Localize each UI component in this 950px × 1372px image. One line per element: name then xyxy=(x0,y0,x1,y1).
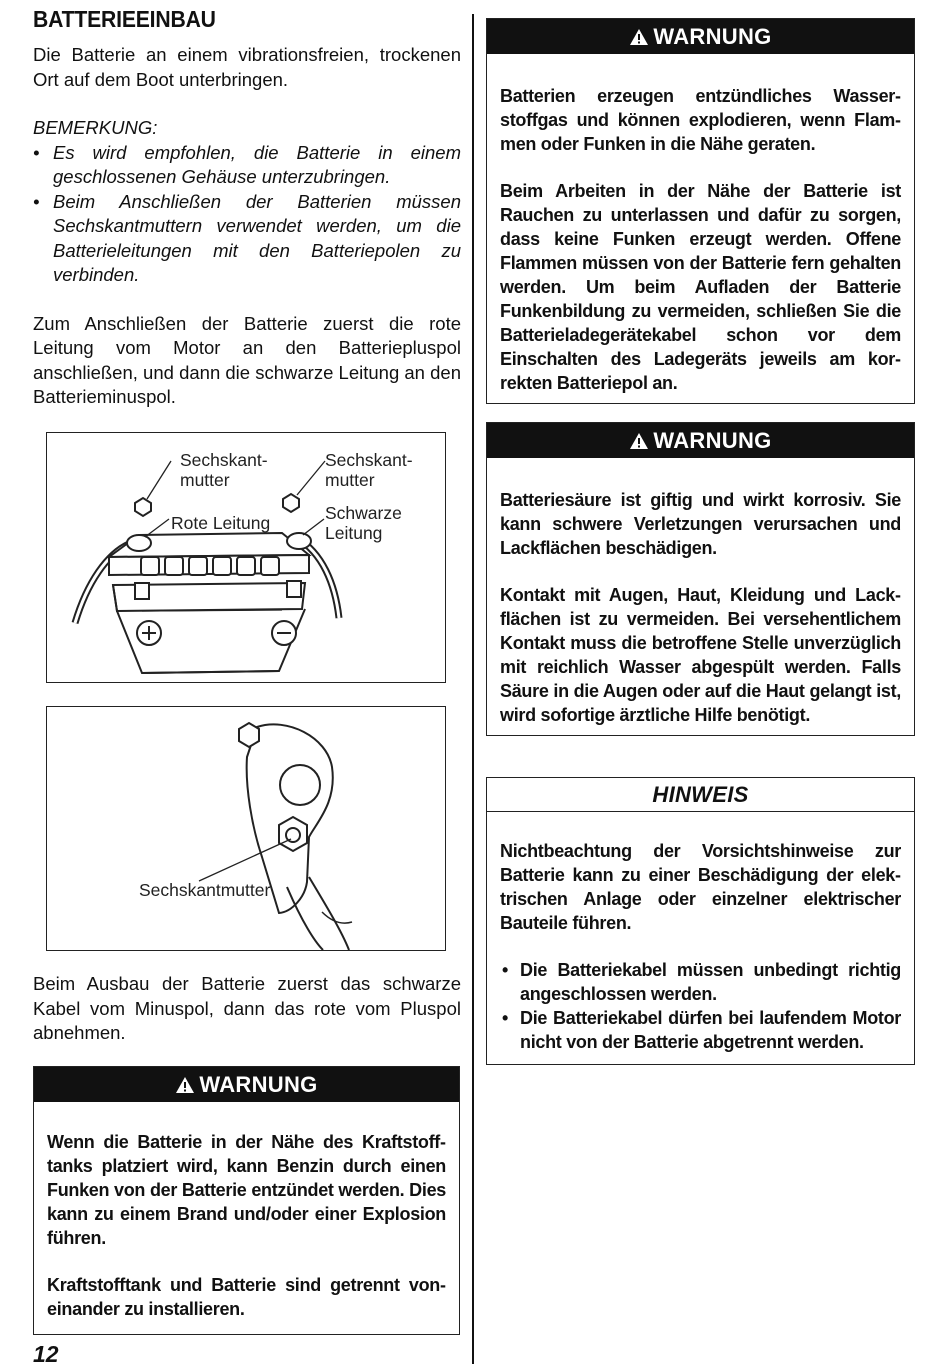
warning-triangle-icon xyxy=(175,1076,195,1094)
note-block xyxy=(33,116,461,288)
warning-body xyxy=(487,458,914,735)
warning-box-acid xyxy=(486,422,915,736)
page-number: 12 xyxy=(33,1341,59,1367)
warning-header: WARNUNG xyxy=(487,423,914,458)
removal-paragraph: Beim Ausbau der Batterie zuerst das schwarze Kabel vom Minuspol, dann das rote vom Pluspol abnehmen. xyxy=(33,973,461,1043)
connect-paragraph: Zum Anschließen der Batterie zuerst die rote Leitung vom Motor an den Batteriepluspol anschließen, und dann die schwarze Leitung an den Batterieminuspol. xyxy=(33,312,461,407)
warning-box-fuel xyxy=(33,1066,460,1335)
notice-list xyxy=(500,958,901,1054)
notice-paragraph: Nichtbeachtung der Vorsichtshinweise zur Batterie kann zu einer Beschädigung der elektrischen Anlage oder einzelner elektrischer Bauteile führen. xyxy=(500,841,901,933)
left-column xyxy=(33,6,461,1319)
notice-item: • Die Batteriekabel dürfen bei laufendem Motor nicht von der Batterie abgetrennt werden. xyxy=(502,1008,901,1052)
notice-box xyxy=(486,777,915,1065)
note-label: BEMERKUNG: xyxy=(33,117,158,138)
warning-body xyxy=(487,54,914,403)
note-list xyxy=(33,141,461,288)
column-divider xyxy=(472,14,474,1364)
label-nut-right: Sechskant- mutter xyxy=(325,450,413,490)
label-nut-left: Sechskant- mutter xyxy=(180,450,268,490)
terminal-illustration xyxy=(47,707,445,950)
warning-header: WARNUNG xyxy=(487,19,914,54)
warning-paragraph: Beim Arbeiten in der Nähe der Batterie ist Rauchen zu unterlassen und dafür zu sorgen, dass keine Funken erzeugt werden. Offene Flammen müssen von der Batterie fern gehalten werden. Um beim Aufladen der Batterie Funkenbildung zu vermeiden, schließen Sie die Batterieladegerätekabel schon vor dem Einschalten des Ladegeräts jeweils am korrekten Batteriepol an. xyxy=(500,181,901,393)
warning-header: WARNUNG xyxy=(34,1067,459,1102)
page-title: BATTERIEEINBAU xyxy=(33,6,216,32)
warning-triangle-icon xyxy=(629,28,649,46)
warning-body xyxy=(34,1102,459,1331)
right-column xyxy=(486,18,915,1052)
notice-header: HINWEIS xyxy=(487,778,914,812)
warning-triangle-icon xyxy=(629,432,649,450)
note-item: • Es wird empfohlen, die Batterie in einem geschlossenen Gehäuse unterzubringen. xyxy=(33,141,461,187)
warning-paragraph: Kraftstofftank und Batterie sind getrennt voneinander zu installieren. xyxy=(47,1275,446,1319)
terminal-figure xyxy=(46,706,446,951)
battery-figure xyxy=(46,432,446,683)
label-hex-nut: Sechskantmutter xyxy=(139,880,271,900)
intro-paragraph: Die Batterie an einem vibrationsfreien, trockenen Ort auf dem Boot unterbringen. xyxy=(33,44,461,90)
bullet-icon: • xyxy=(502,1008,509,1028)
warning-paragraph: Wenn die Batterie in der Nähe des Kraftstofftanks platziert wird, kann Benzin durch einen Funken von der Batterie entzündet werden. Dies kann zu einem Brand und/oder einer Explosion führen. xyxy=(47,1132,446,1248)
label-red-cable: Rote Leitung xyxy=(171,513,271,533)
notice-item: • Die Batteriekabel müssen unbedingt richtig angeschlossen werden. xyxy=(502,960,901,1004)
warning-box-hydrogen xyxy=(486,18,915,404)
warning-paragraph: Kontakt mit Augen, Haut, Kleidung und Lackflächen ist zu vermeiden. Bei versehentlichem Kontakt muss die betroffene Stelle unverzüglich mit reichlich Wasser abgespült werden. Falls Säure in die Augen oder auf die Haut gelangt ist, wird sofortige ärztliche Hilfe benötigt. xyxy=(500,585,901,725)
bullet-icon: • xyxy=(33,141,40,163)
note-item: • Beim Anschließen der Batterien müssen Sechskantmuttern verwendet werden, um die Batterieleitungen mit den Batteriepolen zu verbinden. xyxy=(33,190,461,285)
warning-paragraph: Batteriesäure ist giftig und wirkt korrosiv. Sie kann schwere Verletzungen verursachen und Lackflächen beschädigen. xyxy=(500,490,901,558)
label-black-cable: Schwarze Leitung xyxy=(325,503,402,543)
bullet-icon: • xyxy=(502,960,509,980)
bullet-icon: • xyxy=(33,190,40,212)
notice-body xyxy=(487,812,914,1064)
warning-paragraph: Batterien erzeugen entzündliches Wasserstoffgas und können explodieren, wenn Flammen oder Funken in die Nähe geraten. xyxy=(500,86,901,154)
